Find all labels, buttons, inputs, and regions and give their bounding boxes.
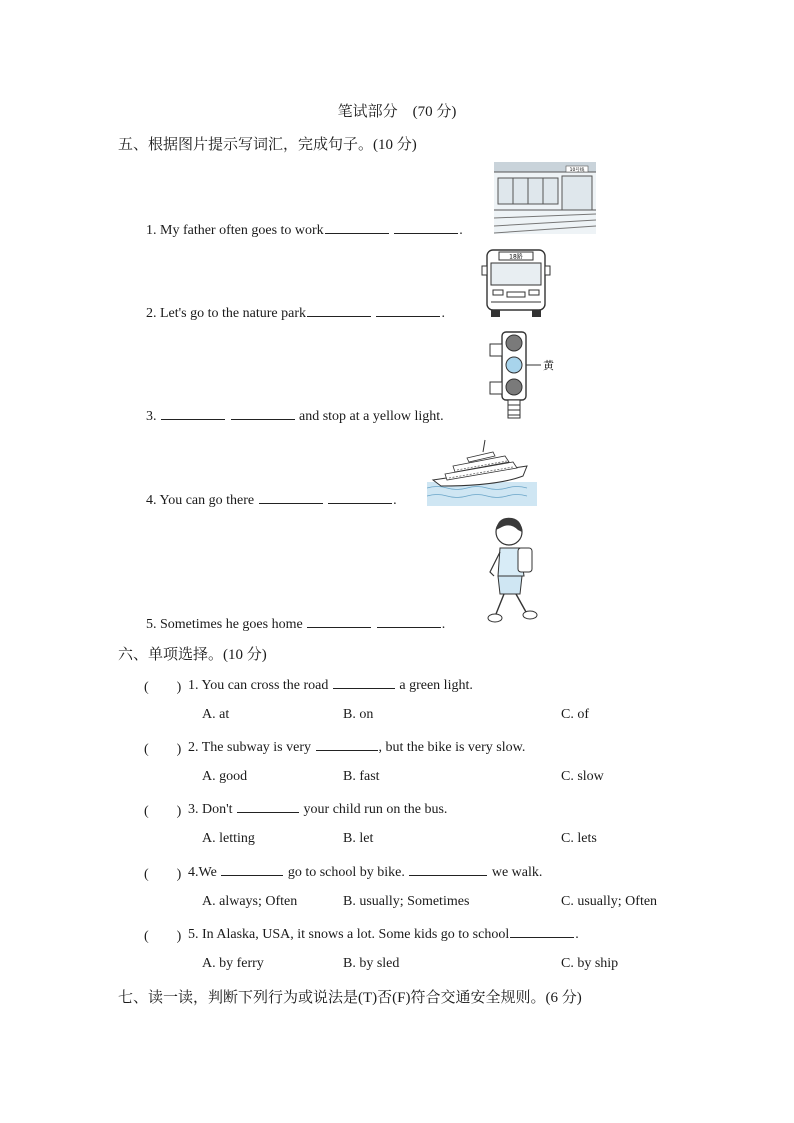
- s6-q4-option-c[interactable]: C. usually; Often: [561, 894, 658, 909]
- answer-paren[interactable]: ( ): [144, 929, 182, 944]
- answer-blank[interactable]: [161, 407, 225, 420]
- s5-item-3-text: 3.: [146, 409, 160, 424]
- s6-q2-option-c[interactable]: C. slow: [561, 769, 604, 784]
- bus-picture: [481, 246, 551, 318]
- s5-item-1-end: .: [459, 223, 463, 238]
- s5-item-3-end: and stop at a yellow light.: [295, 409, 444, 424]
- s6-q3-option-a[interactable]: A. letting: [202, 831, 255, 846]
- s6-question-5: 5. In Alaska, USA, it snows a lot. Some kids go to school .: [188, 927, 579, 942]
- ship-picture: [427, 436, 537, 506]
- s6-q1-option-c[interactable]: C. of: [561, 707, 589, 722]
- s6-q4-option-b[interactable]: B. usually; Sometimes: [343, 894, 470, 909]
- answer-paren[interactable]: ( ): [144, 742, 182, 757]
- traffic-light-picture: [486, 330, 558, 420]
- s5-item-3: [146, 407, 444, 425]
- s6-q2-option-a[interactable]: A. good: [202, 769, 248, 784]
- s5-item-2-end: .: [441, 306, 445, 321]
- s6-question-3: 3. Don't your child run on the bus.: [188, 802, 448, 817]
- s6-q4-option-a[interactable]: A. always; Often: [202, 894, 298, 909]
- s5-item-4: [146, 491, 397, 509]
- answer-blank[interactable]: [376, 304, 440, 317]
- answer-blank[interactable]: [307, 304, 371, 317]
- s5-item-5: [146, 615, 445, 633]
- yellow-light-label: 黄: [543, 359, 554, 372]
- section-7-heading: 七、读一读，判断下列行为或说法是(T)否(F)符合交通安全规则。(6 分): [118, 990, 582, 1006]
- station-sign-label: 10号线: [569, 168, 585, 173]
- answer-blank: [221, 863, 283, 876]
- answer-blank[interactable]: [307, 615, 371, 628]
- s6-q3-option-c[interactable]: C. lets: [561, 831, 597, 846]
- answer-blank: [316, 738, 378, 751]
- answer-blank[interactable]: [377, 615, 441, 628]
- s5-item-1: [146, 221, 463, 239]
- answer-blank: [237, 800, 299, 813]
- page-title: 笔试部分 (70 分): [337, 104, 457, 120]
- s6-question-1: 1. You can cross the road a green light.: [188, 678, 473, 693]
- s6-question-4: 4.We go to school by bike. we walk.: [188, 865, 543, 880]
- answer-blank[interactable]: [259, 491, 323, 504]
- answer-blank[interactable]: [394, 221, 458, 234]
- walking-boy-picture: [486, 514, 544, 626]
- s5-item-4-text: 4. You can go there: [146, 493, 258, 508]
- s5-item-4-end: .: [393, 493, 397, 508]
- s5-item-2-text: 2. Let's go to the nature park: [146, 306, 306, 321]
- s6-q5-option-b[interactable]: B. by sled: [343, 956, 400, 971]
- s6-q1-option-a[interactable]: A. at: [202, 707, 230, 722]
- s5-item-5-end: .: [441, 617, 446, 632]
- s6-q3-option-b[interactable]: B. let: [343, 831, 374, 846]
- answer-paren[interactable]: ( ): [144, 804, 182, 819]
- s6-q1-option-b[interactable]: B. on: [343, 707, 374, 722]
- answer-paren[interactable]: ( ): [144, 867, 182, 882]
- s6-q5-option-c[interactable]: C. by ship: [561, 956, 619, 971]
- answer-blank: [510, 925, 574, 938]
- bus-number-label: 18路: [509, 253, 523, 261]
- s6-q5-option-a[interactable]: A. by ferry: [202, 956, 264, 971]
- s6-q2-option-b[interactable]: B. fast: [343, 769, 380, 784]
- s5-item-5-text: 5. Sometimes he goes home: [146, 617, 307, 632]
- answer-paren[interactable]: ( ): [144, 680, 182, 695]
- subway-station-picture: [494, 162, 596, 234]
- answer-blank[interactable]: [231, 407, 295, 420]
- answer-blank: [409, 863, 487, 876]
- s5-item-2: [146, 304, 445, 322]
- answer-blank[interactable]: [325, 221, 389, 234]
- s6-question-2: 2. The subway is very , but the bike is very slow.: [188, 740, 526, 755]
- section-6-heading: 六、单项选择。(10 分): [118, 647, 267, 663]
- answer-blank: [333, 676, 395, 689]
- s5-item-1-text: 1. My father often goes to work: [146, 223, 324, 238]
- section-5-heading: 五、根据图片提示写词汇，完成句子。(10 分): [118, 137, 417, 153]
- answer-blank[interactable]: [328, 491, 392, 504]
